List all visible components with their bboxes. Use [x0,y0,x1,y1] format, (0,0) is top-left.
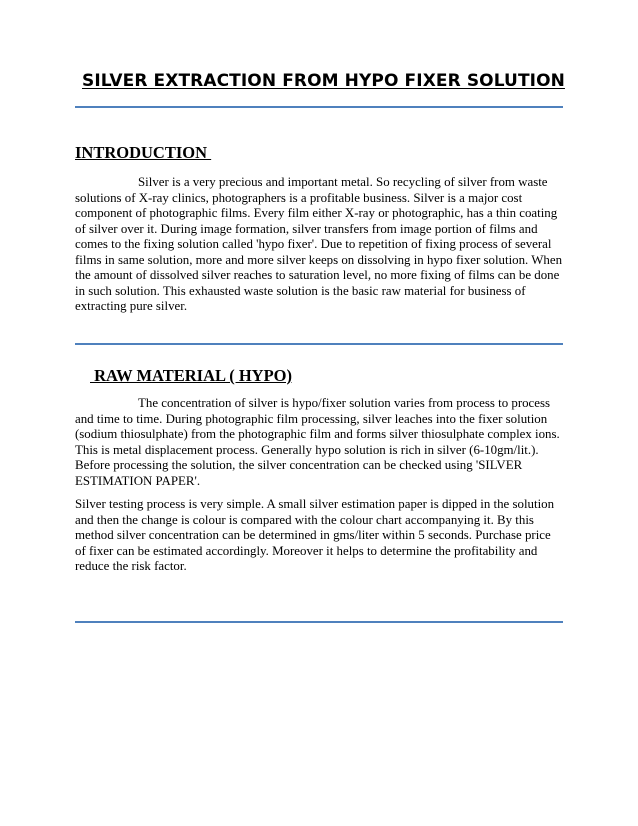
introduction-paragraph [75,175,563,315]
section-divider [75,343,563,345]
bottom-divider [75,621,563,623]
title-divider [75,106,563,108]
section-heading-introduction: INTRODUCTION [75,143,212,162]
raw-material-text: The concentration of silver is hypo/fixer solution varies from process to process and time to time. During photographic film processing, silver leaches into the fixer solution (sodium thiosulphate) from the photographic film and forms silver thiosulphate complex ions. This is metal displacement process. Generally hypo solution is rich in silver (6-10gm/lit.). Before processing the solution, the silver concentration can be checked using 'SILVER ESTIMATION PAPER'. [75,396,560,488]
document-title: SILVER EXTRACTION FROM HYPO FIXER SOLUTION [82,71,565,91]
introduction-text: Silver is a very precious and important metal. So recycling of silver from waste solutions of X-ray clinics, photographers is a profitable business. Silver is a major cost component of photographic films. Every film either X-ray or photographic, has a thin coating of silver over it. During image formation, silver transfers from image portion of films and comes to the fixing solution called 'hypo fixer'. Due to repetition of fixing process of several films in same solution, more and more silver keeps on dissolving in hypo fixer solution. When the amount of dissolved silver reaches to saturation level, no more fixing of films can be done in such solution. This exhausted waste solution is the basic raw material for business of extracting pure silver. [75,175,563,313]
section-heading-raw-material: RAW MATERIAL ( HYPO) [90,366,292,385]
silver-testing-paragraph: Silver testing process is very simple. A small silver estimation paper is dipped in the solution and then the change is colour is compared with the colour chart accompanying it. By this method silver concentration can be determined in gms/liter within 5 seconds. Purchase price of fixer can be estimated accordingly. Moreover it helps to determine the profitability and reduce the risk factor. [75,497,555,573]
raw-material-paragraph [75,396,563,489]
